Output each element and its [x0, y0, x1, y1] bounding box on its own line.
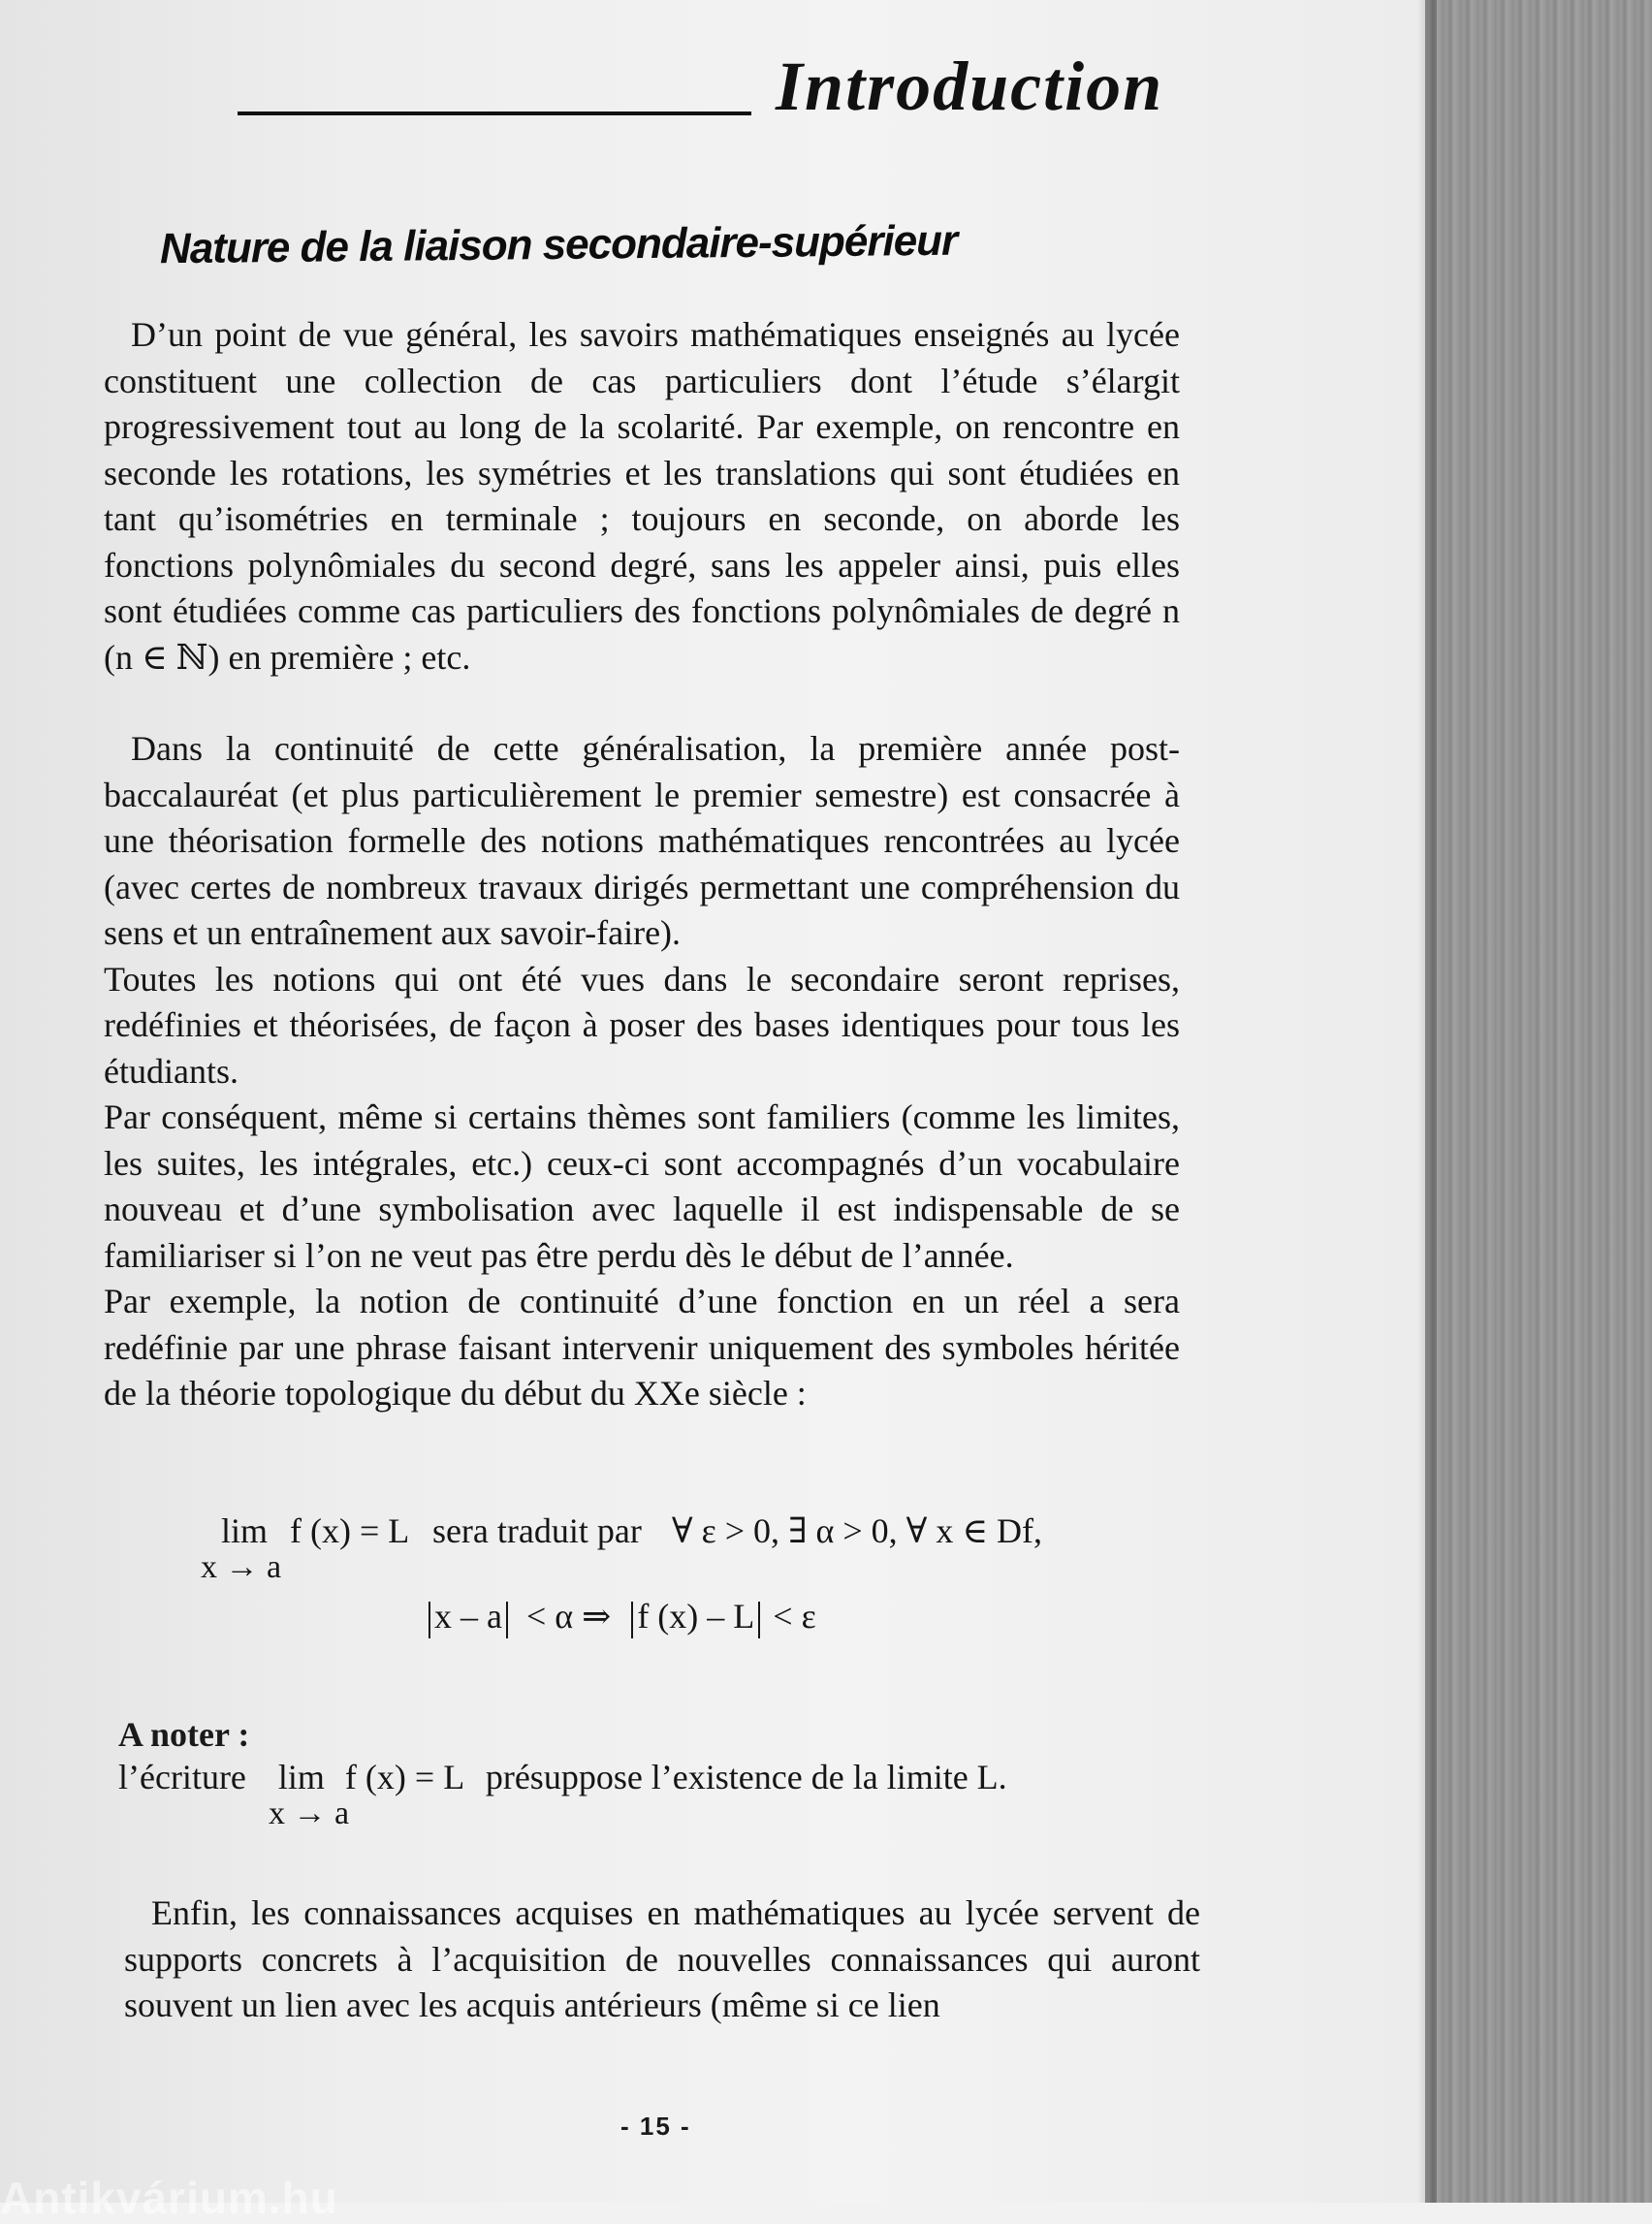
- paragraph-2: Dans la continuité de cette généralisation, la première année post-baccalauréat (et plus particulièrement le premier semestre) est consacrée à une théorisation formelle des notions mathématiques rencontrées au lycée (avec certes de nombreux travaux dirigés permettant une compréhension du sens et un entraînement aux savoir-faire).: [104, 729, 1180, 952]
- note-limit-expression: f (x) = L: [344, 1758, 463, 1796]
- formula-epsilon-delta: [425, 1596, 816, 1638]
- lim-operator: lim: [221, 1511, 269, 1550]
- page-gutter: [1425, 0, 1652, 2203]
- quantifiers: ∀ ε > 0, ∃ α > 0, ∀ x ∈ Df,: [671, 1511, 1043, 1550]
- watermark: Antikvárium.hu: [0, 2173, 338, 2223]
- note-prefix: l’écriture: [118, 1758, 246, 1796]
- formula-limit-definition: [221, 1510, 1042, 1551]
- note-lim-operator: lim: [277, 1758, 325, 1796]
- less-than-epsilon: < ε: [773, 1597, 816, 1636]
- paragraph-5: Par exemple, la notion de continuité d’une fonction en un réel a sera redéfinie par une phrase faisant intervenir uniquement des symboles héritée de la théorie topologique du début du XXe siècle :: [104, 1282, 1180, 1413]
- note-suffix: présuppose l’existence de la limite L.: [485, 1758, 1007, 1796]
- paragraph-1: D’un point de vue général, les savoirs mathématiques enseignés au lycée constituent une collection de cas particuliers dont l’étude s’élargit progressivement tout au long de la scolarité. Par exemple, on rencontre en seconde les rotations, les symétries et les translations qui sont étudiées en tant qu’isométries en terminale ; toujours en seconde, on aborde les fonctions polynômiales du second degré, sans les appeler ainsi, puis elles sont étudiées comme cas particuliers des fonctions polynômiales de degré n (n ∈ ℕ) en première ; etc.: [104, 315, 1180, 677]
- final-paragraph: Enfin, les connaissances acquises en mathématiques au lycée servent de supports concrets à l’acquisition de nouvelles connaissances qui auront souvent un lien avec les acquis antérieurs (même si ce lien: [124, 1893, 1200, 2024]
- final-paragraph-block: [124, 1890, 1200, 2029]
- implies-part: < α ⇒: [525, 1597, 612, 1636]
- note-sentence: [118, 1757, 1007, 1797]
- formula-connector-text: sera traduit par: [431, 1511, 642, 1550]
- chapter-title: Introduction: [776, 48, 1164, 125]
- limit-subscript: x → a: [201, 1549, 282, 1585]
- header-rule: [238, 111, 751, 115]
- abs-x-minus-a: x – a: [434, 1597, 502, 1636]
- page-number: - 15 -: [620, 2112, 691, 2141]
- paragraph-4: Par conséquent, même si certains thèmes sont familiers (comme les limites, les suites, les intégrales, etc.) ceux-ci sont accompagnés d’un vocabulaire nouveau et d’une symbolisation avec laquelle il est indispensable de se familiariser si l’on ne veut pas être perdu dès le début de l’année.: [104, 1097, 1180, 1275]
- body-text: [104, 312, 1180, 1417]
- note-title: A noter :: [118, 1715, 250, 1754]
- section-title: Nature de la liaison secondaire-supérieur: [159, 216, 958, 273]
- limit-expression: f (x) = L: [290, 1511, 408, 1550]
- gutter-shadow: [1417, 0, 1437, 2203]
- abs-f-minus-l: f (x) – L: [637, 1597, 755, 1636]
- note-limit-subscript: x → a: [269, 1795, 350, 1831]
- paragraph-3: Toutes les notions qui ont été vues dans le secondaire seront reprises, redéfinies et théorisées, de façon à poser des bases identiques pour tous les étudiants.: [104, 959, 1180, 1091]
